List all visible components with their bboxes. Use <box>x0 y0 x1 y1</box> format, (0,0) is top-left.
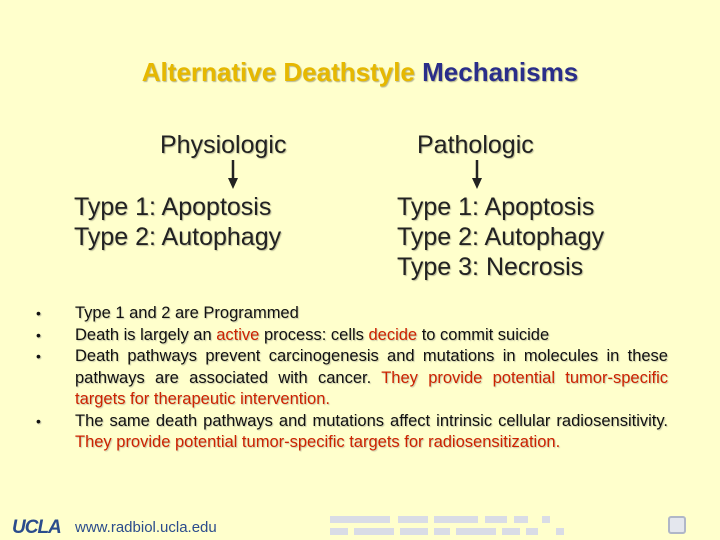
ucla-logo: UCLA <box>12 517 61 538</box>
physiologic-heading: Physiologic <box>160 131 287 159</box>
physiologic-type-2: Type 2: Autophagy <box>74 223 282 251</box>
bullet-item <box>28 346 668 411</box>
bullet-text: Death is largely an active process: cells decide to commit suicide <box>75 325 550 344</box>
title-part-1: Alternative Deathstyle <box>141 57 415 87</box>
bullet-item <box>28 411 668 454</box>
arrow-down-icon <box>471 160 483 190</box>
bullet-item <box>28 303 668 325</box>
footer-url[interactable]: www.radbiol.ucla.edu <box>75 519 217 536</box>
decorative-block-pattern <box>330 516 570 536</box>
physiologic-types <box>74 192 281 252</box>
bullet-dot-icon: • <box>36 305 41 321</box>
physiologic-type-1: Type 1: Apoptosis <box>74 193 272 221</box>
pathologic-heading: Pathologic <box>417 131 534 159</box>
bullet-text: Type 1 and 2 are Programmed <box>75 304 299 322</box>
bullet-dot-icon: • <box>36 326 41 343</box>
slide-nav-button[interactable] <box>668 516 686 534</box>
arrow-down-icon <box>227 160 239 190</box>
pathologic-type-3: Type 3: Necrosis <box>397 253 584 281</box>
footer <box>0 508 720 540</box>
bullet-text: The same death pathways and mutations affect intrinsic cellular radiosensitivity. They provide potential tumor-specific targets for radiosensitization. <box>75 411 668 451</box>
pathologic-type-1: Type 1: Apoptosis <box>397 193 595 221</box>
slide-title <box>0 57 720 88</box>
bullet-text: Death pathways prevent carcinogenesis and mutations in molecules in these pathways are associated with cancer. They provide potential tumor-specific targets for therapeutic intervention. <box>75 347 668 408</box>
bullet-dot-icon: • <box>36 412 41 429</box>
title-part-2: Mechanisms <box>422 57 579 87</box>
bullet-list <box>28 303 668 454</box>
pathologic-types <box>397 192 604 282</box>
pathologic-type-2: Type 2: Autophagy <box>397 223 605 251</box>
bullet-dot-icon: • <box>36 348 41 364</box>
bullet-item <box>28 325 668 347</box>
